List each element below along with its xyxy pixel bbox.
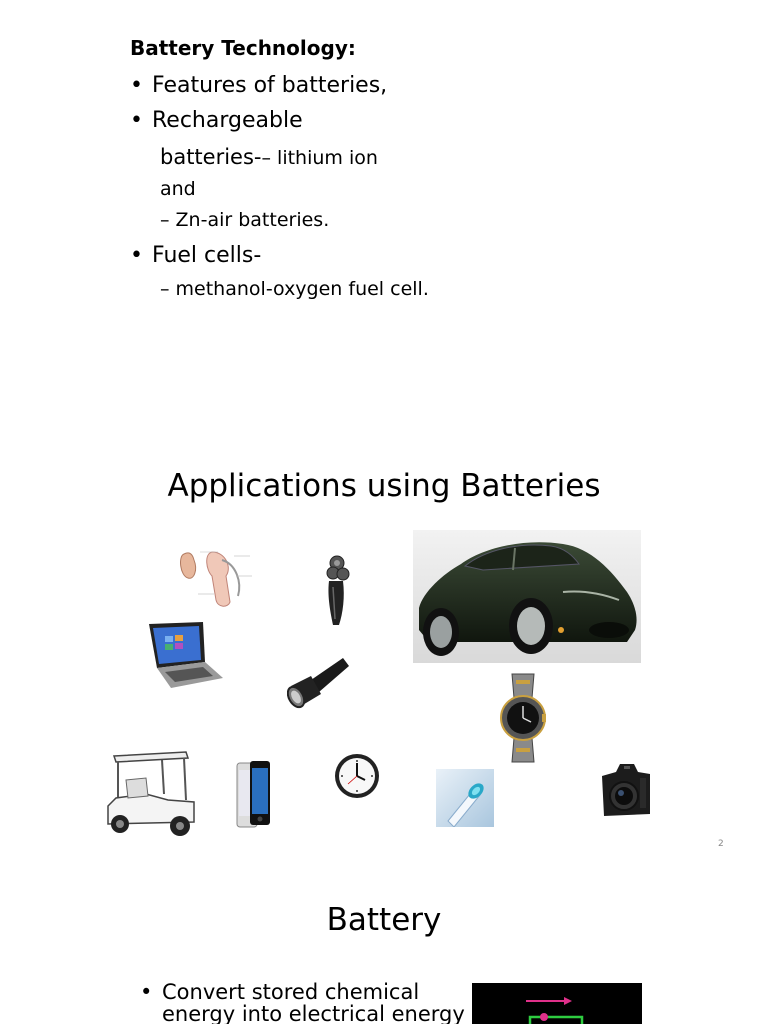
bullet-text: Features of batteries, — [152, 73, 388, 98]
car-image — [413, 530, 641, 663]
hearing-aid-icon — [178, 546, 256, 612]
wall-clock-icon — [333, 744, 381, 806]
rechargeable-sub-main: batteries- — [160, 145, 262, 169]
flashlight-icon — [287, 656, 349, 712]
bullet-dot: • — [130, 73, 143, 98]
rechargeable-sub-line3: – Zn-air batteries. — [160, 209, 330, 231]
wristwatch-icon — [500, 672, 546, 764]
shaver-icon — [323, 553, 353, 627]
bullet-dot: • — [130, 243, 143, 268]
section-title-battery: Battery — [326, 902, 442, 938]
bullet-text: Fuel cells- — [152, 243, 262, 268]
section-title-battery-technology: Battery Technology: — [130, 36, 356, 60]
bullet-text-line2: energy into electrical energy — [162, 1002, 465, 1024]
bullet-text: Rechargeable — [152, 108, 303, 133]
section-title-applications: Applications using Batteries — [167, 468, 601, 504]
rechargeable-sub-line1 — [160, 145, 378, 169]
battery-circuit-diagram — [472, 983, 642, 1024]
bullet-text-line1: Convert stored chemical — [162, 980, 420, 1004]
toothbrush-icon — [436, 769, 494, 827]
laptop-icon — [145, 622, 223, 692]
fuel-cells-sub: – methanol-oxygen fuel cell. — [160, 278, 429, 300]
rechargeable-sub-line2: and — [160, 178, 196, 200]
golf-cart-icon — [106, 750, 198, 842]
smartphone-icon — [236, 761, 272, 829]
bullet-dot: • — [140, 980, 153, 1004]
bullet-dot: • — [130, 108, 143, 133]
page-number: 2 — [718, 839, 724, 849]
rechargeable-sub-rest: – lithium ion — [261, 147, 378, 169]
camera-icon — [600, 760, 652, 822]
